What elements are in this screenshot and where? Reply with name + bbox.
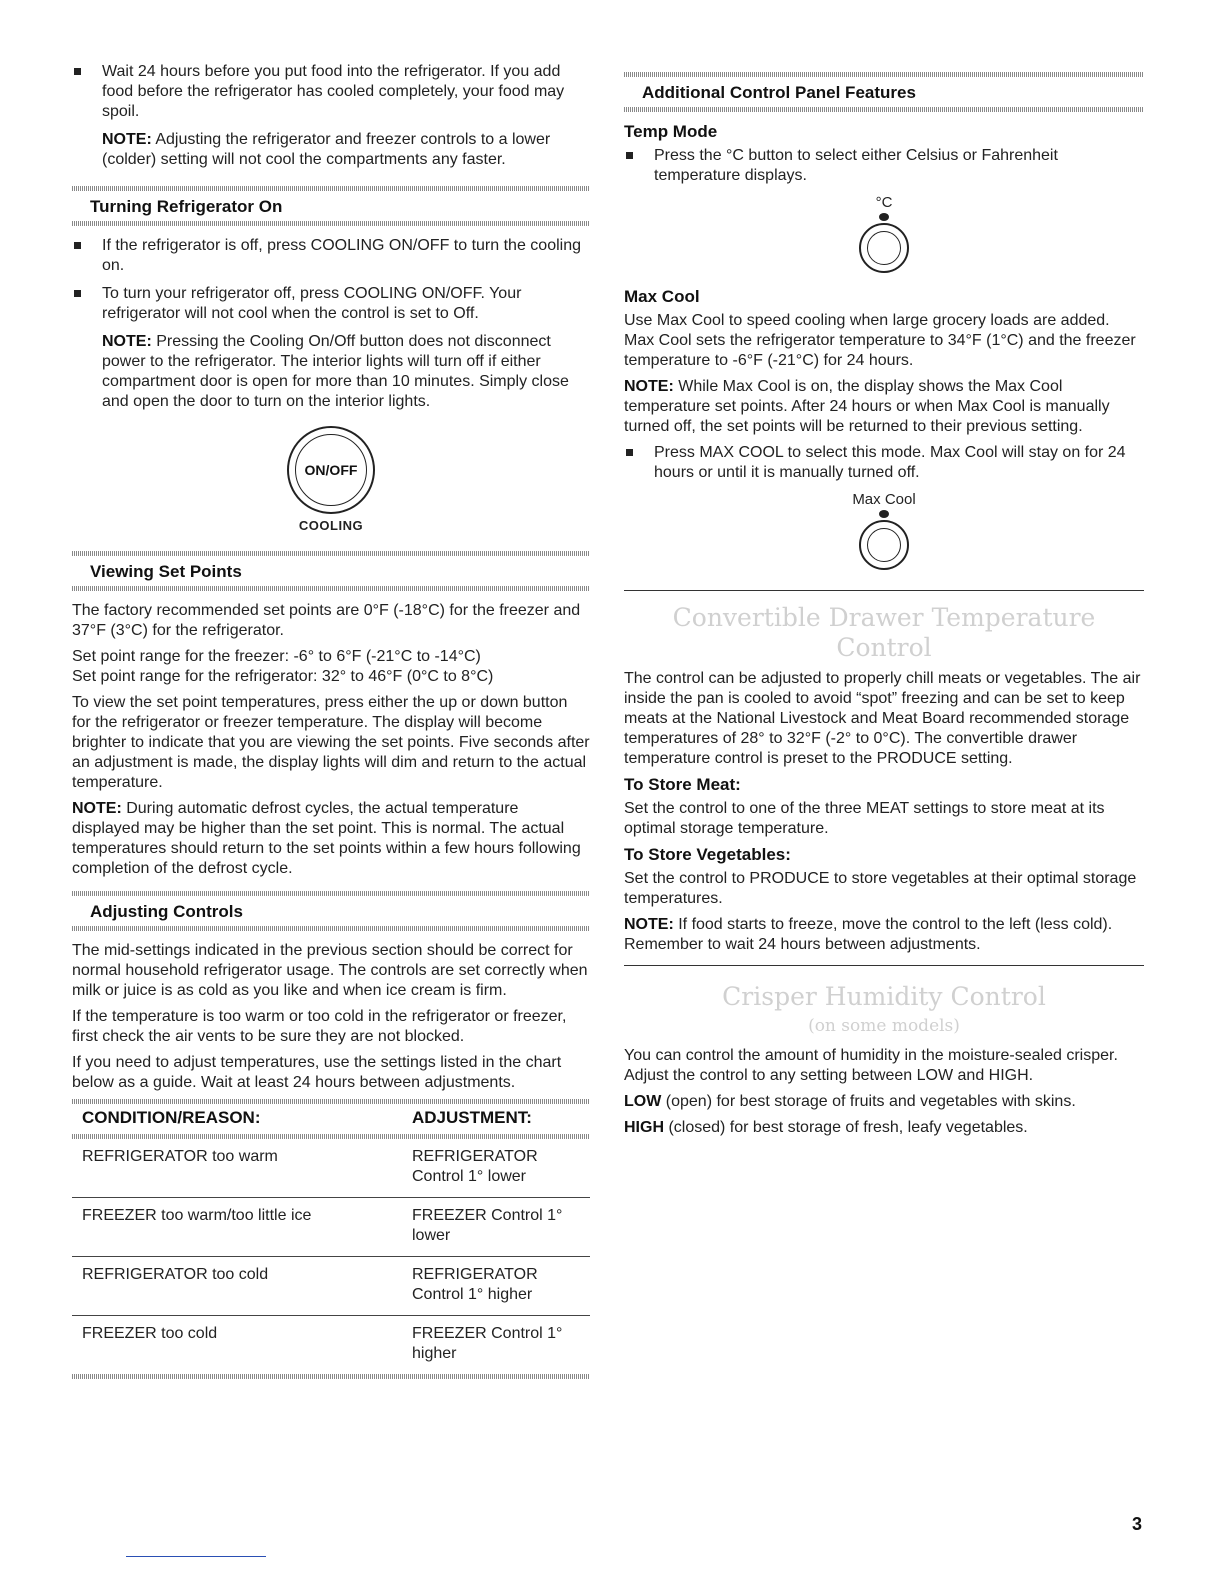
max-cool-title: Max Cool (624, 287, 700, 306)
high-label: HIGH (624, 1119, 664, 1136)
viewing-p3: To view the set point temperatures, press either the up or down button for the refrigerator or freezer temperature. The display will become brighter to indicate that you are viewing the set points. Five seconds after an adjustment is made, the display lights will dim and return to the actual temperature. (72, 694, 590, 791)
max-cool-p: Use Max Cool to speed cooling when large grocery loads are added. Max Cool sets the refrigerator temperature to 34°F (1°C) and the freezer temperature to -6°F (-21°C) for 24 hours. (624, 312, 1136, 369)
max-cool-note (624, 377, 1144, 437)
note-text: During automatic defrost cycles, the actual temperature displayed may be higher than the set point. This is normal. The actual temperatures should return to the set points within a few hours following completion of the defrost cycle. (72, 800, 581, 877)
low-label: LOW (624, 1093, 662, 1110)
divider (624, 965, 1144, 966)
crisper-high (624, 1118, 1144, 1138)
viewing-ranges (72, 647, 590, 687)
divider (624, 107, 1144, 112)
high-text: (closed) for best storage of fresh, leafy vegetables. (664, 1119, 1028, 1136)
left-column (72, 62, 590, 1379)
adjusting-p2: If the temperature is too warm or too cold in the refrigerator or freezer, first check the air vents to be sure they are not blocked. (72, 1008, 567, 1045)
intro-note (72, 130, 590, 170)
adjustment-cell: FREEZER Control 1° higher (412, 1325, 563, 1362)
adjustment-cell: REFRIGERATOR Control 1° higher (402, 1257, 590, 1316)
note-label: NOTE: (102, 333, 152, 350)
freezer-range: Set point range for the freezer: -6° to 6°F (-21°C to -14°C) (72, 648, 481, 665)
table-row (72, 1139, 590, 1198)
onoff-label: ON/OFF (295, 434, 367, 506)
viewing-p1: The factory recommended set points are 0°F (-18°C) for the freezer and 37°F (3°C) for the refrigerator. (72, 602, 581, 639)
page-number: 3 (1131, 1514, 1142, 1534)
cooling-caption: COOLING (298, 518, 364, 533)
turning-on-header (72, 186, 590, 226)
celsius-label: °C (875, 194, 893, 211)
max-cool-button[interactable] (859, 520, 909, 570)
indicator-dot (879, 213, 889, 221)
note-text: If food starts to freeze, move the control to the left (less cold). Remember to wait 24 hours between adjustments. (624, 916, 1113, 953)
convertible-title: Convertible Drawer Temperature Control (672, 603, 1096, 662)
viewing-header (72, 551, 590, 591)
convertible-note (624, 915, 1144, 955)
divider (624, 590, 1144, 591)
section-title: Turning Refrigerator On (90, 197, 283, 216)
adjusting-header (72, 891, 590, 931)
refrigerator-range: Set point range for the refrigerator: 32° to 46°F (0°C to 8°C) (72, 668, 494, 685)
condition-cell: REFRIGERATOR too warm (72, 1139, 402, 1198)
temp-mode-bullet: Press the °C button to select either Celsius or Fahrenheit temperature displays. (624, 146, 1144, 186)
max-cool-label: Max Cool (852, 491, 916, 508)
condition-cell: FREEZER too cold (82, 1325, 218, 1342)
divider (72, 221, 590, 226)
note-text: Pressing the Cooling On/Off button does not disconnect power to the refrigerator. The interior lights will turn off if either compartment door is open for more than 10 minutes. Simply close and open the door to turn on the interior lights. (102, 333, 569, 410)
condition-cell: FREEZER too warm/too little ice (72, 1198, 402, 1257)
turn-off-bullet: To turn your refrigerator off, press COOLING ON/OFF. Your refrigerator will not cool when the control is set to Off. (72, 284, 590, 324)
crisper-p1: You can control the amount of humidity in the moisture-sealed crisper. Adjust the control to any setting between LOW and HIGH. (624, 1047, 1118, 1084)
additional-header (624, 72, 1144, 112)
table-header: CONDITION/REASON: (82, 1108, 261, 1127)
cooling-onoff-button[interactable] (287, 426, 375, 514)
note-text: While Max Cool is on, the display shows the Max Cool temperature set points. After 24 hours or when Max Cool is manually turned off, the set points will be returned to their previous setting. (624, 378, 1110, 435)
note-label: NOTE: (624, 378, 674, 395)
table-header: ADJUSTMENT: (412, 1108, 532, 1127)
store-meat-p: Set the control to one of the three MEAT settings to store meat at its optimal storage temperature. (624, 800, 1105, 837)
divider (72, 1374, 590, 1379)
viewing-note (72, 799, 590, 879)
footer-line (126, 1556, 266, 1557)
turn-on-bullet: If the refrigerator is off, press COOLING ON/OFF to turn the cooling on. (72, 236, 590, 276)
divider (72, 926, 590, 931)
celsius-button[interactable] (859, 223, 909, 273)
adjustment-cell: REFRIGERATOR Control 1° lower (402, 1139, 590, 1198)
cooling-button-figure (72, 426, 590, 533)
celsius-button-figure (624, 194, 1144, 273)
adjustment-table (72, 1104, 590, 1374)
note-label: NOTE: (624, 916, 674, 933)
right-column (624, 72, 1144, 1144)
note-label: NOTE: (72, 800, 122, 817)
max-cool-bullet: Press MAX COOL to select this mode. Max Cool will stay on for 24 hours or until it is manually turned off. (624, 443, 1144, 483)
low-text: (open) for best storage of fruits and vegetables with skins. (661, 1093, 1076, 1110)
store-veg-p: Set the control to PRODUCE to store vegetables at their optimal storage temperatures. (624, 870, 1137, 907)
store-meat-title: To Store Meat: (624, 775, 741, 794)
table-row (72, 1316, 590, 1375)
section-title: Viewing Set Points (90, 562, 242, 581)
crisper-subtitle: (on some models) (808, 1016, 960, 1036)
temp-mode-title: Temp Mode (624, 122, 718, 141)
adjustment-cell: FREEZER Control 1° lower (402, 1198, 590, 1257)
max-cool-button-figure (624, 491, 1144, 570)
note-text: Adjusting the refrigerator and freezer controls to a lower (colder) setting will not cool the compartments any faster. (102, 131, 551, 168)
adjusting-p3: If you need to adjust temperatures, use the settings listed in the chart below as a guide. Wait at least 24 hours between adjustments. (72, 1054, 562, 1091)
turning-on-note (72, 332, 590, 412)
table-row (72, 1198, 590, 1257)
adjusting-p1: The mid-settings indicated in the previous section should be correct for normal household refrigerator usage. The controls are set correctly when milk or juice is as cold as you like and when ice cream is firm. (72, 942, 588, 999)
crisper-low (624, 1092, 1144, 1112)
section-title: Additional Control Panel Features (642, 83, 916, 102)
note-label: NOTE: (102, 131, 152, 148)
intro-bullet: Wait 24 hours before you put food into the refrigerator. If you add food before the refrigerator has cooled completely, your food may spoil. (72, 62, 590, 122)
crisper-title: Crisper Humidity Control (722, 982, 1046, 1011)
indicator-dot (879, 510, 889, 518)
table-row (72, 1257, 590, 1316)
divider (72, 586, 590, 591)
section-title: Adjusting Controls (90, 902, 243, 921)
convertible-p1: The control can be adjusted to properly chill meats or vegetables. The air inside the pan is cooled to avoid “spot” freezing and can be set to keep meats at the National Livestock and Meat Board recommended storage temperatures of 28° to 32°F (-2° to 0°C). The convertible drawer temperature control is preset to the PRODUCE setting. (624, 670, 1141, 767)
condition-cell: REFRIGERATOR too cold (72, 1257, 402, 1316)
store-veg-title: To Store Vegetables: (624, 845, 791, 864)
